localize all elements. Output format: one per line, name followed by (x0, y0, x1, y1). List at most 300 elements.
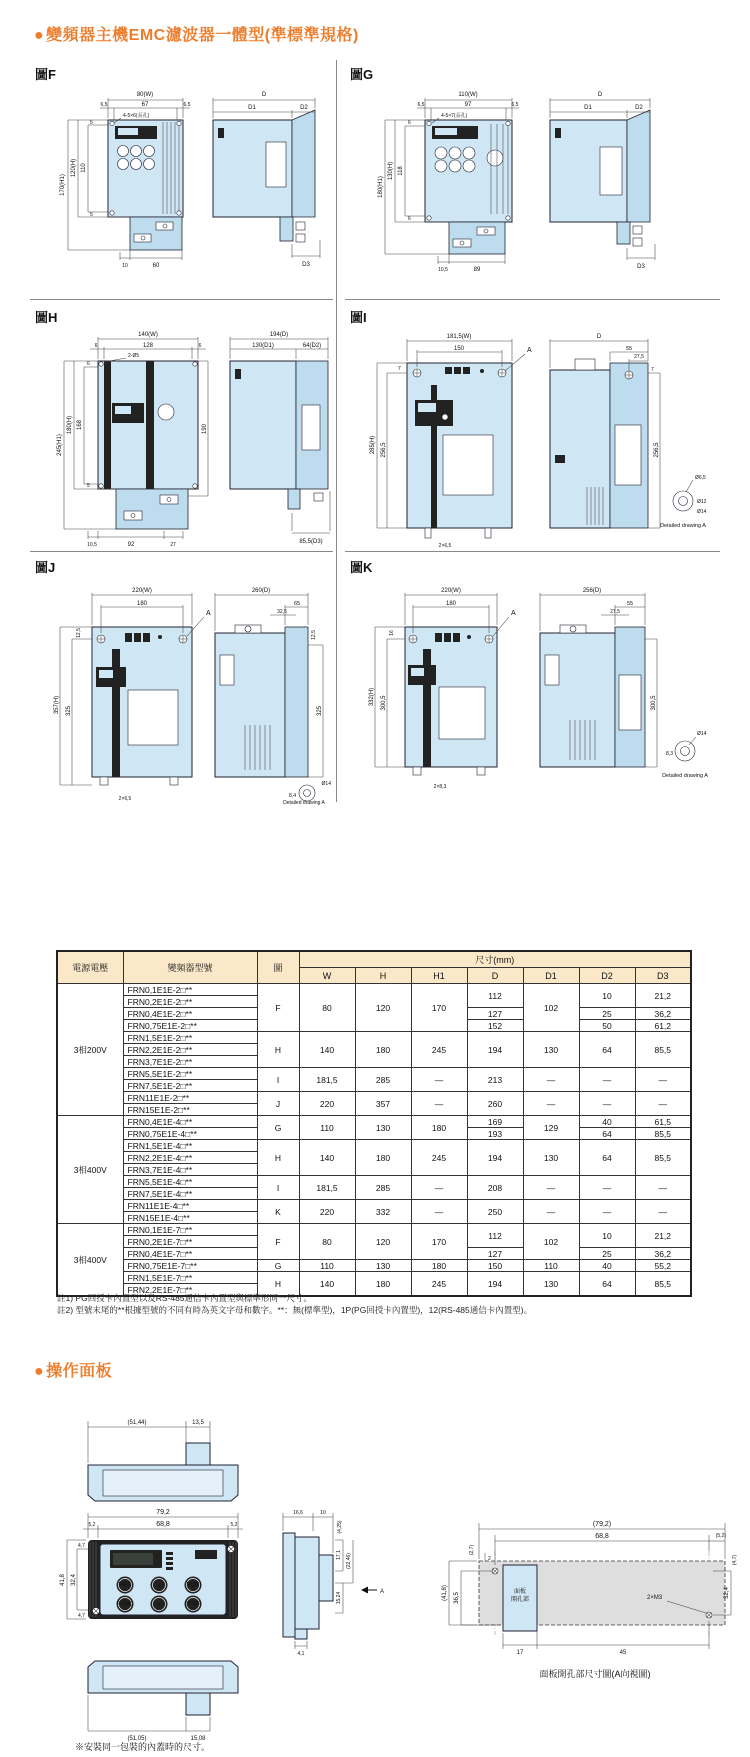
table-cell: 180 (355, 1140, 411, 1176)
table-cell: FRN0,1E1E-7□** (123, 1224, 257, 1236)
figure-h-label: 圖H (35, 310, 58, 325)
col-header-h: H (355, 968, 411, 984)
detail-caption: Detailed drawing A (283, 800, 325, 805)
table-cell: 180 (355, 1272, 411, 1297)
keypad-drawing (55, 1405, 400, 1750)
table-cell: — (411, 1092, 467, 1116)
cutout-shape (479, 1551, 727, 1635)
table-cell: 40 (579, 1116, 635, 1128)
dim-label: 6 (408, 120, 411, 126)
dim-label: 4,7 (78, 1543, 85, 1549)
table-cell: 130 (523, 1140, 579, 1176)
dim-label: 110 (81, 163, 87, 173)
table-cell: G (257, 1260, 299, 1272)
dim-label: 130(H) (388, 161, 394, 181)
detail-caption: Detailed drawing A (662, 773, 708, 779)
figure-j-front-view (92, 627, 192, 785)
dim-label: 110(W) (458, 92, 478, 98)
table-cell: FRN5,5E1E-2□** (123, 1068, 257, 1080)
table-cell: 170 (411, 984, 467, 1032)
dim-label: 6,5 (183, 102, 191, 108)
dim-label: 12,5 (311, 630, 317, 640)
dim-label: D1 (584, 105, 592, 111)
figure-h-side-view (230, 361, 328, 509)
table-cell: 150 (467, 1260, 523, 1272)
table-cell: FRN15E1E-2□** (123, 1104, 257, 1116)
figure-i-front-view (407, 363, 512, 538)
table-cell: 194 (467, 1140, 523, 1176)
table-cell: 127 (467, 1008, 523, 1020)
dim-label: (41,8) (442, 1585, 448, 1601)
table-cell: 130 (523, 1032, 579, 1068)
figure-g-front-view (425, 120, 512, 254)
dim-label: 325 (66, 705, 72, 717)
dim-label: 150 (453, 346, 465, 352)
dim-label: 55 (626, 601, 634, 607)
figure-k-drawing (345, 555, 720, 805)
table-cell: 85,5 (635, 1128, 691, 1140)
down-arrow-icon: ∨ (156, 1602, 162, 1609)
dim-label: 128 (142, 343, 154, 349)
keypad-side-view (283, 1510, 384, 1657)
table-cell: J (257, 1092, 299, 1116)
dim-label: (22,46) (346, 1553, 352, 1569)
table-cell: 181,5 (299, 1176, 355, 1200)
figure-f-label: 圖F (35, 67, 56, 82)
dim-label: 36,5 (454, 1592, 460, 1604)
table-cell: 129 (523, 1116, 579, 1140)
table-cell: FRN11E1E-4□** (123, 1200, 257, 1212)
dim-label: 5,2 (230, 1522, 238, 1528)
table-cell: 64 (579, 1272, 635, 1297)
dim-label: 6,5 (100, 102, 108, 108)
dim-label: 300,5 (381, 695, 387, 711)
table-cell: 285 (355, 1068, 411, 1092)
dim-label: 6 (198, 343, 202, 349)
dim-label: 92 (127, 542, 135, 548)
table-cell: — (579, 1200, 635, 1224)
dim-label: 168 (77, 419, 83, 431)
dim-label: 68,8 (595, 1533, 609, 1540)
down-button (151, 1596, 168, 1613)
run-button-label: RUN (186, 1582, 200, 1589)
dim-label: 15,24 (336, 1591, 342, 1605)
table-cell: H (257, 1140, 299, 1176)
table-cell: 140 (299, 1272, 355, 1297)
row-divider (345, 299, 720, 300)
table-cell: 85,5 (635, 1272, 691, 1297)
table-cell: — (635, 1092, 691, 1116)
table-cell: FRN1,5E1E-7□** (123, 1272, 257, 1284)
table-cell: — (635, 1176, 691, 1200)
dim-label: 190 (202, 423, 208, 435)
figure-j-label: 圖J (35, 560, 56, 575)
table-cell: FRN0,2E1E-2□** (123, 996, 257, 1008)
col-header-model: 變頻器型號 (123, 951, 257, 984)
table-cell: I (257, 1068, 299, 1092)
table-cell: 21,2 (635, 984, 691, 1008)
dim-label: D (597, 92, 603, 98)
dim-label: 17 (516, 1650, 524, 1656)
dim-label: 118 (398, 166, 404, 176)
table-cell: 140 (299, 1032, 355, 1068)
dim-label: 6 (87, 361, 90, 367)
dim-label: 7 (398, 366, 401, 372)
dim-label: 13,5 (192, 1420, 204, 1426)
table-cell: 220 (299, 1092, 355, 1116)
figure-j-side-view (215, 625, 308, 777)
dim-label: 7 (651, 367, 654, 373)
dim-label: 2-Ø5 (128, 353, 140, 359)
cutout-hole-label: 開孔部 (510, 1597, 530, 1603)
dim-label: 170(H1) (60, 174, 66, 196)
stop-button (185, 1596, 202, 1613)
dim-label: 181,5(W) (446, 334, 472, 340)
dim-label: 12,5 (76, 628, 82, 638)
row-divider (345, 551, 720, 552)
dim-label: 332(H) (369, 687, 375, 707)
dim-label: 68,8 (156, 1521, 170, 1528)
stop-button-label: STOP (184, 1601, 202, 1608)
section1-title: 變頻器主機EMC濾波器一體型(準標準規格) (46, 27, 359, 44)
view-a-label: A (380, 1589, 385, 1595)
table-cell: 120 (355, 1224, 411, 1260)
dim-label: 80(W) (136, 92, 154, 98)
table-cell: FRN3,7E1E-2□** (123, 1056, 257, 1068)
dim-label: 15,08 (190, 1736, 206, 1742)
dim-label: D (261, 92, 267, 98)
dim-label: 6 (408, 216, 411, 222)
view-a-arrow (361, 1587, 384, 1596)
col-header-d1: D1 (523, 968, 579, 984)
figure-i-detail-a (660, 475, 707, 529)
table-cell: 110 (299, 1260, 355, 1272)
table-cell: 112 (467, 984, 523, 1008)
dim-label: A (511, 610, 516, 617)
dim-label: 285(H) (370, 435, 376, 455)
prg-button (117, 1577, 134, 1594)
dim-label: 2 (488, 1556, 491, 1562)
table-cell: F (257, 1224, 299, 1260)
dim-label: 4-5×6(長孔) (123, 113, 150, 119)
col-header-fig: 圖 (257, 951, 299, 984)
dim-label: (2,7) (469, 1544, 475, 1556)
dim-label: 6,5 (511, 102, 519, 108)
col-header-d3: D3 (635, 968, 691, 984)
table-cell: 50 (579, 1020, 635, 1032)
figure-i-drawing (345, 305, 720, 550)
table-cell: 80 (299, 984, 355, 1032)
table-row (57, 1068, 691, 1080)
table-cell: FRN0,1E1E-2□** (123, 984, 257, 996)
section2-title: 操作面板 (46, 1363, 113, 1380)
dim-label: 10,5 (438, 267, 448, 273)
dim-label: 5,2 (88, 1522, 96, 1528)
figure-g-side-view (550, 110, 650, 246)
table-cell: 180 (411, 1116, 467, 1140)
dim-label: 220(W) (132, 588, 152, 594)
table-row (57, 1092, 691, 1104)
dim-label: 16 (389, 630, 395, 636)
dim-label: 6,5 (417, 102, 425, 108)
table-cell: FRN7,5E1E-4□** (123, 1188, 257, 1200)
table-cell: 64 (579, 1128, 635, 1140)
table-cell: 112 (467, 1224, 523, 1248)
figure-h-drawing (30, 305, 333, 550)
table-row (57, 984, 691, 996)
table-cell: 152 (467, 1020, 523, 1032)
cutout-hole-label: 面板 (513, 1589, 527, 1595)
figure-g-drawing (345, 62, 720, 297)
table-cell: 102 (523, 1224, 579, 1260)
dim-label: 45 (619, 1650, 627, 1656)
panel-cutout-drawing (415, 1505, 740, 1695)
dim-label: 65 (293, 601, 301, 607)
dim-label: 120(H) (71, 158, 77, 178)
table-cell: 25 (579, 1248, 635, 1260)
table-cell: 245 (411, 1272, 467, 1297)
dim-label: Ø6,5 (695, 475, 706, 481)
section2-heading (34, 1358, 112, 1381)
table-cell: 130 (355, 1260, 411, 1272)
table-row (57, 1032, 691, 1044)
table-cell: 213 (467, 1068, 523, 1092)
table-cell: — (579, 1068, 635, 1092)
dim-label: 2×M3 (647, 1595, 663, 1601)
dim-label: 85,5(D3) (299, 539, 323, 545)
dim-label: 5 (87, 483, 90, 489)
dim-label: 2×6,5 (118, 796, 132, 802)
figure-f-side-view (213, 110, 315, 242)
dim-label: A (527, 347, 532, 354)
table-row (57, 1116, 691, 1128)
table-cell: 61,2 (635, 1020, 691, 1032)
keypad-front-view (88, 1540, 238, 1619)
table-cell: FRN2,2E1E-2□** (123, 1044, 257, 1056)
up-button (151, 1577, 168, 1594)
table-cell: 40 (579, 1260, 635, 1272)
table-cell: FRN11E1E-2□** (123, 1092, 257, 1104)
table-cell: 61,5 (635, 1116, 691, 1128)
table-cell: — (523, 1176, 579, 1200)
table-cell: 21,2 (635, 1224, 691, 1248)
table-cell: 120 (355, 984, 411, 1032)
dim-label: (4,7) (732, 1554, 738, 1566)
bullet-icon: ● (34, 1363, 45, 1380)
dim-label: (4,25) (337, 1520, 343, 1534)
table-cell: FRN2,2E1E-4□** (123, 1152, 257, 1164)
dim-label: 4,1 (297, 1651, 305, 1657)
detail-caption: Detailed drawing A (660, 523, 706, 529)
dim-label: 97 (464, 102, 472, 108)
dim-label: 27,5 (610, 609, 620, 615)
dim-label: 67 (141, 102, 149, 108)
dim-label: 2×8,3 (433, 784, 447, 790)
table-note-2: 註2) 型號末尾的**根據型號的不同有時為英文字母和數字。**：無(標準型)，1P(PG回授卡內置型)，12(RS-485通信卡內置型)。 (57, 1305, 533, 1315)
table-cell: 64 (579, 1140, 635, 1176)
table-cell: F (257, 984, 299, 1032)
keypad-top-view (88, 1420, 238, 1501)
dim-label: 60 (152, 263, 160, 269)
bullet-icon: ● (34, 27, 45, 44)
table-cell: FRN1,5E1E-2□** (123, 1032, 257, 1044)
figure-k-detail-a (662, 731, 708, 779)
table-cell: — (411, 1176, 467, 1200)
table-cell: FRN0,75E1E-2□** (123, 1020, 257, 1032)
table-cell: 36,2 (635, 1008, 691, 1020)
dim-label: 180(H) (67, 415, 73, 435)
table-row (57, 1140, 691, 1152)
keypad-bottom-view (88, 1661, 238, 1742)
table-cell: 130 (355, 1116, 411, 1140)
table-cell: 102 (523, 984, 579, 1032)
dim-label: 27,5 (634, 354, 644, 360)
prg-button-label: PRG (118, 1582, 132, 1589)
table-cell: 3相400V (57, 1224, 123, 1297)
dim-label: 41,8 (60, 1574, 66, 1586)
table-cell: FRN3,7E1E-4□** (123, 1164, 257, 1176)
table-cell: FRN0,75E1E-7□** (123, 1260, 257, 1272)
dim-label: D3 (302, 262, 310, 268)
table-row (57, 1272, 691, 1284)
table-cell: 3相400V (57, 1116, 123, 1224)
section1-heading (34, 22, 359, 45)
table-cell: 194 (467, 1272, 523, 1297)
dim-label: 10 (320, 1510, 326, 1516)
figure-f-drawing (30, 62, 333, 297)
table-cell: FRN1,5E1E-4□** (123, 1140, 257, 1152)
figure-k-side-view (540, 625, 645, 767)
table-cell: 64 (579, 1032, 635, 1068)
col-header-dims: 尺寸(mm) (299, 951, 691, 968)
dim-label: 325 (317, 705, 323, 717)
table-cell: 245 (411, 1032, 467, 1068)
table-cell: — (411, 1068, 467, 1092)
table-cell: 357 (355, 1092, 411, 1116)
dim-label: 16,6 (293, 1510, 303, 1516)
figure-j-drawing (30, 555, 333, 805)
keypad-note: ※安裝同一包裝的內蓋時的尺寸。 (75, 1742, 211, 1752)
dims-table-body (57, 984, 691, 1297)
table-cell: FRN5,5E1E-4□** (123, 1176, 257, 1188)
table-cell: 181,5 (299, 1068, 355, 1092)
table-cell: 250 (467, 1200, 523, 1224)
dim-label: D1 (248, 105, 256, 111)
table-cell: 110 (523, 1260, 579, 1272)
row-divider (30, 551, 333, 552)
table-row (57, 1224, 691, 1236)
dim-label: 300,5 (651, 695, 657, 711)
dim-label: 32,4 (724, 1587, 730, 1599)
dim-label: 180 (445, 601, 457, 607)
table-cell: 36,2 (635, 1248, 691, 1260)
table-cell: FRN0,2E1E-7□** (123, 1236, 257, 1248)
dim-label: 194(D) (269, 332, 289, 338)
dim-label: D2 (300, 105, 308, 111)
dim-label: 55 (625, 346, 633, 352)
table-cell: 208 (467, 1176, 523, 1200)
dim-label: Ø14 (697, 509, 707, 515)
table-note-1: 註1) PG回授卡內置型以及RS-485通信卡內置型與標準形同一尺寸。 (57, 1293, 313, 1303)
table-cell: 85,5 (635, 1032, 691, 1068)
table-cell: 180 (411, 1260, 467, 1272)
table-cell: 169 (467, 1116, 523, 1128)
dim-label: 256,5 (654, 442, 660, 458)
dim-label: Ø12 (697, 499, 707, 505)
table-cell: — (635, 1068, 691, 1092)
dim-label: 6 (94, 343, 98, 349)
row-divider (30, 299, 333, 300)
table-cell: — (523, 1092, 579, 1116)
figure-i-side-view (550, 359, 648, 528)
dim-label: D3 (637, 264, 645, 270)
dim-label: 27 (170, 542, 176, 548)
dim-label: 4-5×7(長孔) (441, 113, 468, 119)
table-cell: 170 (411, 1224, 467, 1260)
dim-label: 10 (122, 263, 128, 269)
table-cell: K (257, 1200, 299, 1224)
figure-k-front-view (405, 627, 497, 775)
dim-label: D (596, 334, 602, 340)
dim-label: 4,7 (78, 1613, 85, 1619)
table-cell: FRN0,4E1E-2□** (123, 1008, 257, 1020)
table-cell: FRN0,4E1E-7□** (123, 1248, 257, 1260)
table-cell: FRN0,75E1E-4□** (123, 1128, 257, 1140)
table-cell: — (579, 1092, 635, 1116)
dim-label: Ø14 (697, 731, 707, 737)
figure-i-label: 圖I (350, 310, 367, 325)
dim-label: 245(H1) (57, 434, 63, 456)
col-header-d2: D2 (579, 968, 635, 984)
dim-label: 256,5 (381, 442, 387, 458)
dim-label: 357(H) (54, 695, 60, 715)
table-cell: — (411, 1200, 467, 1224)
up-arrow-icon: ∧ (156, 1583, 162, 1590)
table-cell: FRN7,5E1E-2□** (123, 1080, 257, 1092)
table-cell: 55,2 (635, 1260, 691, 1272)
dim-label: 256(D) (582, 588, 602, 594)
table-cell: 3相200V (57, 984, 123, 1116)
table-cell: 285 (355, 1176, 411, 1200)
dim-label: 180(H1) (378, 176, 384, 198)
dimensions-table (56, 950, 692, 1297)
dim-label: 89 (473, 267, 481, 273)
table-cell: — (635, 1200, 691, 1224)
dim-label: 140(W) (138, 332, 158, 338)
table-cell: 85,5 (635, 1140, 691, 1176)
dim-label: Ø14 (321, 781, 331, 787)
dim-label: 5 (90, 212, 93, 218)
table-cell: 180 (355, 1032, 411, 1068)
table-row (57, 1260, 691, 1272)
table-notes (57, 1292, 532, 1316)
col-header-power: 電源電壓 (57, 951, 123, 984)
table-cell: 130 (523, 1272, 579, 1297)
table-cell: H (257, 1032, 299, 1068)
table-cell: FRN0,4E1E-4□** (123, 1116, 257, 1128)
dim-label: (5,2) (715, 1533, 726, 1539)
table-cell: 25 (579, 1008, 635, 1020)
col-header-w: W (299, 968, 355, 984)
dim-label: (51,44) (127, 1420, 147, 1426)
table-cell: 245 (411, 1140, 467, 1176)
dim-label: 79,2 (156, 1509, 170, 1516)
table-row (57, 1176, 691, 1188)
run-button (185, 1577, 202, 1594)
table-cell: 127 (467, 1248, 523, 1260)
table-cell: H (257, 1272, 299, 1297)
dim-label: D2 (635, 105, 643, 111)
